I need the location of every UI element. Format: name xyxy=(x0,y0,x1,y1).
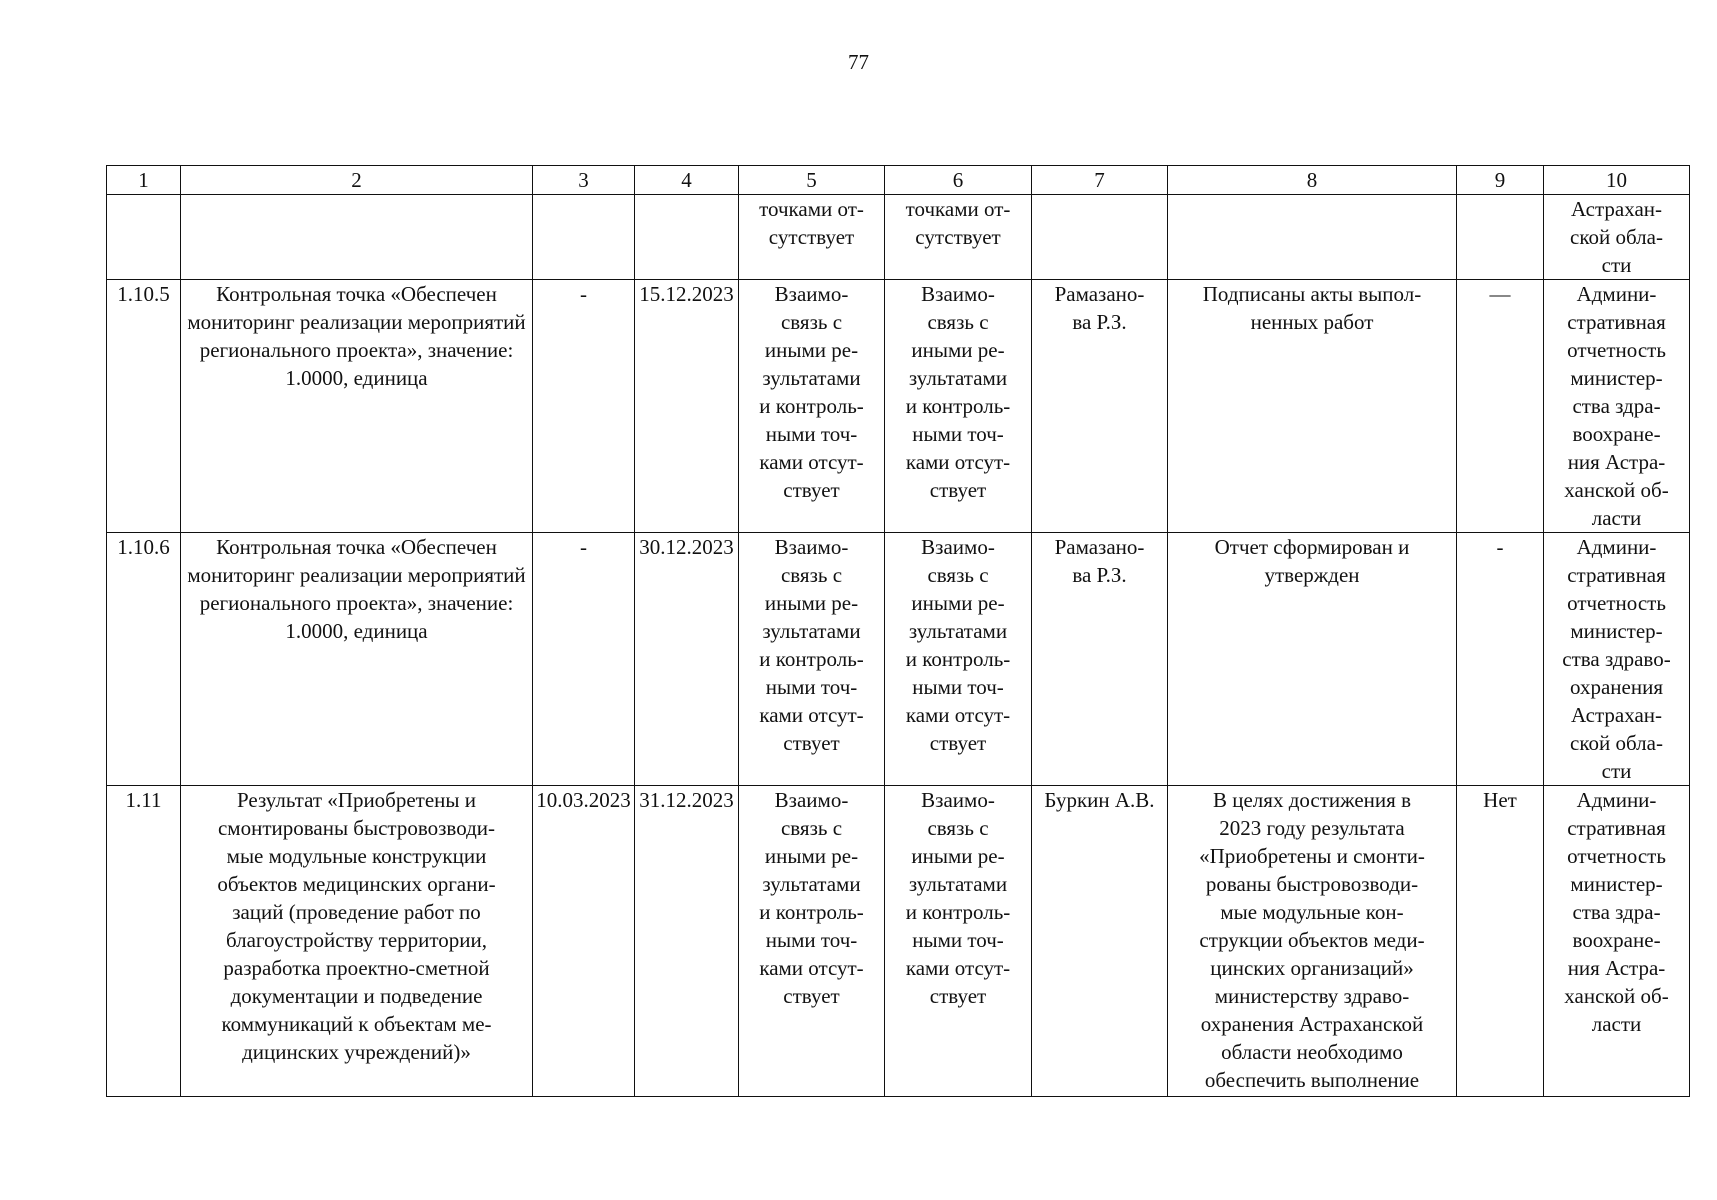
cell-successors: Взаимо- связь с иными ре- зультатами и контроль- ными точ- ками отсут- ствует xyxy=(885,786,1032,1097)
cell-responsible: Буркин А.В. xyxy=(1032,786,1168,1097)
cell-name: Контрольная точка «Обеспечен мониторинг реализации мероприятий регионального проекта», значение: 1.0000, единица xyxy=(181,533,533,786)
cell-number: 1.10.5 xyxy=(107,280,181,533)
table-row xyxy=(107,280,1690,533)
column-number: 2 xyxy=(181,166,533,195)
cell-description: В целях достижения в 2023 году результата «Приобретены и смонти- рованы быстровозводи- мые модульные кон- струкции объектов меди- цинских организаций» министерству здраво- охранения Астраханской области необходимо обеспечить выполнение xyxy=(1168,786,1457,1097)
cell-document: Админи- стративная отчетность министер- ства здра- воохране- ния Астра- ханской об- ласти xyxy=(1544,280,1690,533)
cell-name: Контрольная точка «Обеспечен мониторинг реализации мероприятий регионального проекта», значение: 1.0000, единица xyxy=(181,280,533,533)
column-number-row xyxy=(107,166,1690,195)
cell-successors: Взаимо- связь с иными ре- зультатами и контроль- ными точ- ками отсут- ствует xyxy=(885,533,1032,786)
cell-document: Астрахан- ской обла- сти xyxy=(1544,195,1690,280)
cell-responsible xyxy=(1032,195,1168,280)
cell-description xyxy=(1168,195,1457,280)
cell-start-date: - xyxy=(533,533,635,786)
cell-responsible: Рамазано- ва Р.З. xyxy=(1032,533,1168,786)
column-number: 5 xyxy=(739,166,885,195)
column-number: 6 xyxy=(885,166,1032,195)
cell-predecessors: Взаимо- связь с иными ре- зультатами и контроль- ными точ- ками отсут- ствует xyxy=(739,786,885,1097)
page-number: 77 xyxy=(848,50,869,74)
cell-predecessors: Взаимо- связь с иными ре- зультатами и контроль- ными точ- ками отсут- ствует xyxy=(739,280,885,533)
cell-name xyxy=(181,195,533,280)
cell-number: 1.11 xyxy=(107,786,181,1097)
cell-end-date: 30.12.2023 xyxy=(635,533,739,786)
cell-start-date: 10.03.2023 xyxy=(533,786,635,1097)
cell-start-date: - xyxy=(533,280,635,533)
cell-end-date: 31.12.2023 xyxy=(635,786,739,1097)
cell-flag: - xyxy=(1457,533,1544,786)
column-number: 3 xyxy=(533,166,635,195)
cell-number: 1.10.6 xyxy=(107,533,181,786)
table-row xyxy=(107,533,1690,786)
cell-flag xyxy=(1457,195,1544,280)
column-number: 4 xyxy=(635,166,739,195)
cell-name: Результат «Приобретены и смонтированы быстровозводи- мые модульные конструкции объектов медицинских органи- заций (проведение работ по благоустройству территории, разработка проектно-сметной документации и подведение коммуникаций к объектам ме- дицинских учреждений)» xyxy=(181,786,533,1097)
cell-number xyxy=(107,195,181,280)
cell-document: Админи- стративная отчетность министер- ства здраво- охранения Астрахан- ской обла- сти xyxy=(1544,533,1690,786)
column-number: 8 xyxy=(1168,166,1457,195)
cell-description: Отчет сформирован и утвержден xyxy=(1168,533,1457,786)
cell-responsible: Рамазано- ва Р.З. xyxy=(1032,280,1168,533)
cell-document: Админи- стративная отчетность министер- ства здра- воохране- ния Астра- ханской об- ласти xyxy=(1544,786,1690,1097)
cell-end-date: 15.12.2023 xyxy=(635,280,739,533)
cell-description: Подписаны акты выпол- ненных работ xyxy=(1168,280,1457,533)
cell-flag: — xyxy=(1457,280,1544,533)
column-number: 7 xyxy=(1032,166,1168,195)
cell-flag: Нет xyxy=(1457,786,1544,1097)
cell-end-date xyxy=(635,195,739,280)
column-number: 9 xyxy=(1457,166,1544,195)
table-row xyxy=(107,786,1690,1097)
column-number: 10 xyxy=(1544,166,1690,195)
table-row xyxy=(107,195,1690,280)
cell-successors: Взаимо- связь с иными ре- зультатами и контроль- ными точ- ками отсут- ствует xyxy=(885,280,1032,533)
column-number: 1 xyxy=(107,166,181,195)
cell-predecessors: точками от- сутствует xyxy=(739,195,885,280)
plan-table xyxy=(106,165,1690,1097)
cell-predecessors: Взаимо- связь с иными ре- зультатами и контроль- ными точ- ками отсут- ствует xyxy=(739,533,885,786)
cell-start-date xyxy=(533,195,635,280)
cell-successors: точками от- сутствует xyxy=(885,195,1032,280)
